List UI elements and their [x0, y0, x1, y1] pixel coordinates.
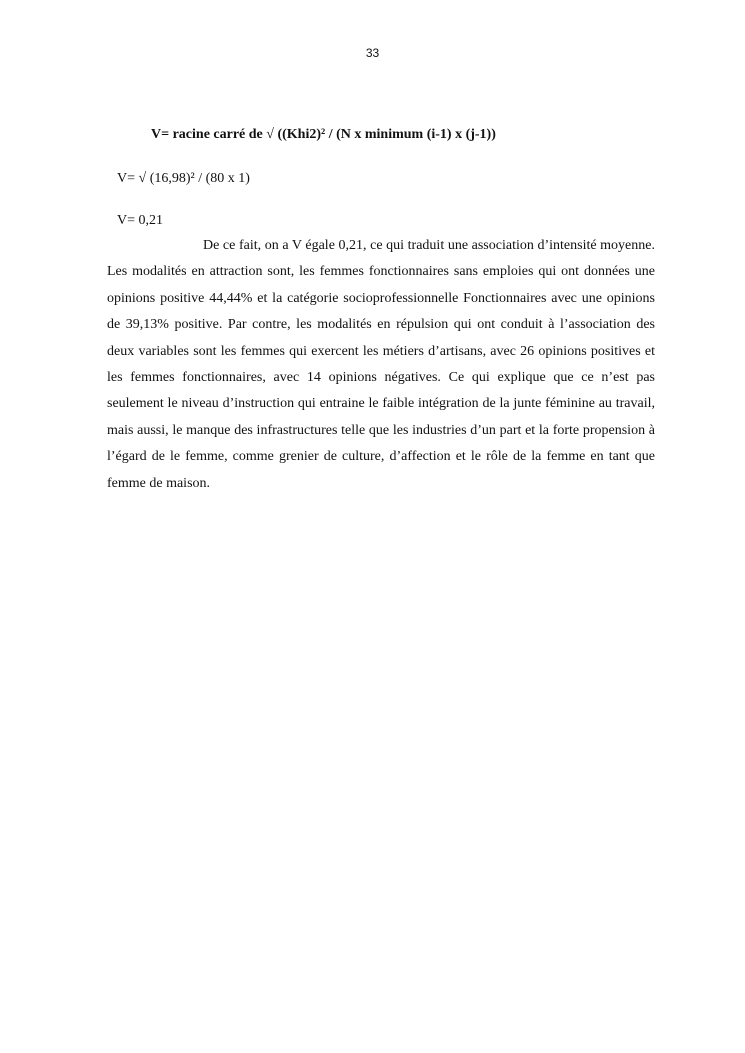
body-paragraph: De ce fait, on a V égale 0,21, ce qui traduit une association d’intensité moyenne. Les modalités en attraction sont, les femmes fonctionnaires sans emploies qui ont données une opinions positive 44,44% et la catégorie socioprofessionnelle Fonctionnaires avec une opinions de 39,13% positive. Par contre, les modalités en répulsion qui ont conduit à l’association des deux variables sont les femmes qui exercent les métiers d’artisans, avec 26 opinions positives et les femmes fonctionnaires, avec 14 opinions négatives. Ce qui explique que ce n’est pas seulement le niveau d’instruction qui entraine le faible intégration de la junte féminine au travail, mais aussi, le manque des infrastructures telle que les industries d’un part et la forte propension à l’égard de le femme, comme grenier de culture, d’affection et le rôle de la femme en tant que femme de maison. — [107, 238, 655, 491]
cramer-v-substitution: V= √ (16,98)² / (80 x 1) — [117, 171, 250, 186]
cramer-v-result: V= 0,21 — [117, 213, 164, 228]
cramer-v-formula: V= racine carré de √ ((Khi2)² / (N x minimum (i-1) x (j-1)) — [151, 127, 496, 142]
page-number: 33 — [365, 46, 380, 60]
